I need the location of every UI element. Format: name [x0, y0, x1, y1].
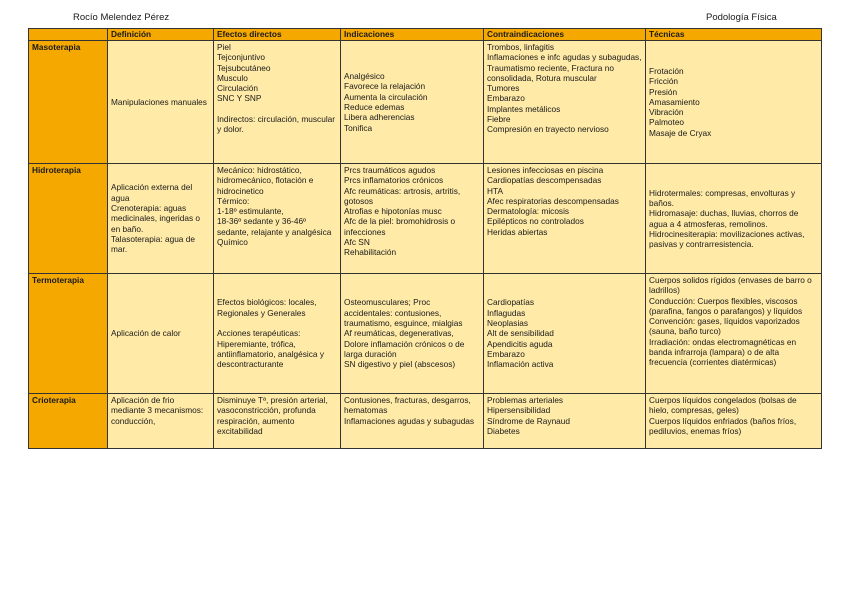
cell-line: Térmico:	[217, 195, 250, 206]
header-cell-contraindicaciones: Contraindicaciones	[484, 29, 646, 41]
cell-tecnicas	[646, 41, 822, 164]
cell-efectos	[214, 164, 341, 274]
author-name: Rocío Melendez Pérez	[73, 12, 170, 23]
cell-line: Afc de la piel: bromohidrosis o infecciones	[344, 216, 456, 237]
cell-line: Efectos biológicos: locales, Regionales y Generales	[217, 297, 317, 318]
cell-line: Cardiopatías descompensadas	[487, 175, 602, 186]
header-cell-definicion: Definición	[108, 29, 214, 41]
cell-line: Cardiopatías	[487, 297, 535, 308]
cell-line: Heridas abiertas	[487, 226, 548, 237]
cell-line: Contusiones, fracturas, desgarros, hematomas	[344, 395, 471, 416]
cell-line: Osteomusculares; Proc accidentales: contusiones, traumatismo, esguince, mialgias	[344, 297, 463, 329]
cell-line: Lesiones infecciosas en piscina	[487, 165, 604, 175]
cell-line: Atrofias e hipotonías musc	[344, 206, 442, 217]
cell-tecnicas	[646, 274, 822, 394]
cell-line: Inflamaciones e infc agudas y subagudas, Traumatismo reciente, Fractura no consolidada, Rotura muscular	[487, 52, 642, 83]
cell-line	[217, 104, 337, 114]
row-name: Hidroterapia	[29, 164, 108, 274]
cell-definicion	[108, 394, 214, 449]
cell-contraindicaciones	[484, 164, 646, 274]
header-cell-indicaciones: Indicaciones	[341, 29, 484, 41]
cell-indicaciones	[341, 164, 484, 274]
cell-line: Rehabilitación	[344, 247, 397, 258]
cell-line: 18-36º sedante y 36-46º sedante, relajante y analgésica	[217, 216, 332, 237]
cell-line: Vibración	[649, 107, 684, 118]
cell-line: Afec respiratorias descompensadas	[487, 195, 619, 206]
cell-efectos	[214, 274, 341, 394]
cell-line: Cuerpos líquidos enfriados (baños fríos, pediluvios, enemas fríos)	[649, 415, 797, 436]
cell-line: 1-18º estimulante,	[217, 206, 284, 217]
cell-line: Analgésico	[344, 71, 385, 82]
cell-efectos	[214, 41, 341, 164]
cell-line: Aplicación de calor	[111, 328, 181, 339]
cell-line: Implantes metálicos	[487, 103, 561, 114]
cell-line: Libera adherencias	[344, 112, 415, 123]
cell-line: Fiebre	[487, 114, 511, 125]
cell-line: Diabetes	[487, 425, 520, 436]
cell-line: Trombos, linfagitis	[487, 42, 555, 52]
subject-title: Podología Física	[706, 12, 777, 23]
cell-line	[217, 318, 337, 328]
cell-contraindicaciones	[484, 41, 646, 164]
cell-line: Apendicitis aguda	[487, 338, 553, 349]
cell-line: Favorece la relajación	[344, 81, 426, 92]
cell-line: Aplicación de frio mediante 3 mecanismos: conducción,	[111, 395, 204, 426]
cell-line: Irradiación: ondas electromagnéticas en banda infrarroja (lampara) o de alta frecuencia (corrientes diatérmicas)	[649, 336, 797, 368]
header-cell-tecnicas: Técnicas	[646, 29, 822, 41]
table-row	[29, 164, 822, 274]
header-cell-efectos: Efectos directos	[214, 29, 341, 41]
cell-line: Crenoterapia: aguas medicinales, ingeridas o en baño.	[111, 203, 201, 234]
cell-indicaciones	[341, 41, 484, 164]
cell-line: Prcs traumáticos agudos	[344, 165, 436, 175]
cell-contraindicaciones	[484, 274, 646, 394]
cell-contraindicaciones	[484, 394, 646, 449]
cell-indicaciones	[341, 274, 484, 394]
header-cell-empty	[29, 29, 108, 41]
table-row	[29, 394, 822, 449]
cell-line: Palmoteo	[649, 117, 685, 128]
cell-line: Hidrotermales: compresas, envolturas y baños.	[649, 187, 796, 208]
cell-line: Circulación	[217, 83, 259, 94]
cell-line: HTA	[487, 185, 503, 196]
cell-indicaciones	[341, 394, 484, 449]
table-header-row	[29, 29, 822, 41]
cell-line: Inflagudas	[487, 307, 526, 318]
cell-line: Cuerpos solidos rígidos (envases de barro o ladrillos)	[649, 275, 812, 296]
cell-line: Tumores	[487, 83, 520, 94]
cell-definicion	[108, 164, 214, 274]
cell-definicion	[108, 41, 214, 164]
cell-line: Embarazo	[487, 93, 525, 104]
cell-line: Aplicación externa del agua	[111, 182, 193, 203]
cell-efectos	[214, 394, 341, 449]
cell-tecnicas	[646, 394, 822, 449]
cell-line: Tonifica	[344, 122, 373, 133]
cell-line: Musculo	[217, 72, 248, 83]
row-name: Masoterapia	[29, 41, 108, 164]
cell-line: Aumenta la circulación	[344, 91, 428, 102]
cell-line: Reduce edemas	[344, 102, 405, 112]
cell-line: Hidrocinesiterapia: movilizaciones activas, pasivas y contrarresistencia.	[649, 228, 805, 250]
cell-line: Mecánico: hidrostático, hidromecánico, flotación e hidrocinetico	[217, 165, 314, 196]
table-row	[29, 274, 822, 394]
cell-line: Af reumáticas, degenerativas, Dolore inflamación crónicos o de larga duración	[344, 328, 465, 359]
cell-line: Epilépticos no controlados	[487, 216, 584, 227]
cell-line: Síndrome de Raynaud	[487, 415, 571, 426]
cell-line: Masaje de Cryax	[649, 127, 712, 138]
cell-definicion	[108, 274, 214, 394]
cell-line: Convención: gases, líquidos vaporizados (sauna, baño turco)	[649, 316, 800, 337]
cell-line: Presión	[649, 86, 678, 97]
cell-line: Embarazo	[487, 348, 525, 359]
row-name: Crioterapia	[29, 394, 108, 449]
cell-line: Hipersensibilidad	[487, 405, 551, 416]
cell-line: Talasoterapia: agua de mar.	[111, 233, 195, 255]
cell-line: Inflamaciones agudas y subagudas	[344, 415, 475, 426]
cell-line: Frotación	[649, 65, 684, 76]
cell-line: Neoplasias	[487, 318, 529, 329]
cell-line: Hidromasaje: duchas, lluvias, chorros de agua a 4 atmosferas, remolinos.	[649, 208, 799, 229]
cell-line: Acciones terapéuticas: Hiperemiante, trófica, antiinflamatorio, analgésica y descontracturante	[217, 328, 324, 370]
cell-line: Conducción: Cuerpos flexibles, viscosos (parafina, fangos o parafangos) y líquidos	[649, 295, 803, 316]
cell-line: Disminuye Tª, presión arterial, vasoconstricción, profunda respiración, aumento excitabilidad	[217, 395, 328, 436]
cell-line: Tejsubcutáneo	[217, 62, 271, 73]
cell-line: Afc reumáticas: artrosis, artritis, gotosos	[344, 185, 461, 206]
cell-line: Alt de sensibilidad	[487, 328, 554, 339]
cell-tecnicas	[646, 164, 822, 274]
cell-line: Problemas arteriales	[487, 395, 564, 405]
cell-line: Dermatología: micosis	[487, 206, 570, 217]
cell-line: SNC Y SNP	[217, 93, 262, 104]
cell-line: Manipulaciones manuales	[111, 96, 207, 107]
cell-line: Químico	[217, 237, 248, 248]
therapy-table	[28, 28, 822, 449]
cell-line: Cuerpos líquidos congelados (bolsas de hielo, compresas, geles)	[649, 395, 797, 416]
cell-line: Tejconjuntivo	[217, 52, 265, 63]
row-name: Termoterapia	[29, 274, 108, 394]
cell-line: SN digestivo y piel (abscesos)	[344, 359, 456, 370]
cell-line: Inflamación activa	[487, 359, 554, 370]
table-row	[29, 41, 822, 164]
cell-line: Afc SN	[344, 237, 370, 248]
cell-line: Compresión en trayecto nervioso	[487, 124, 609, 135]
cell-line: Amasamiento	[649, 96, 700, 107]
cell-line: Indirectos: circulación, muscular y dolor.	[217, 114, 336, 135]
cell-line: Piel	[217, 42, 231, 52]
cell-line: Fricción	[649, 76, 679, 87]
cell-line: Prcs inflamatorios crónicos	[344, 175, 444, 186]
